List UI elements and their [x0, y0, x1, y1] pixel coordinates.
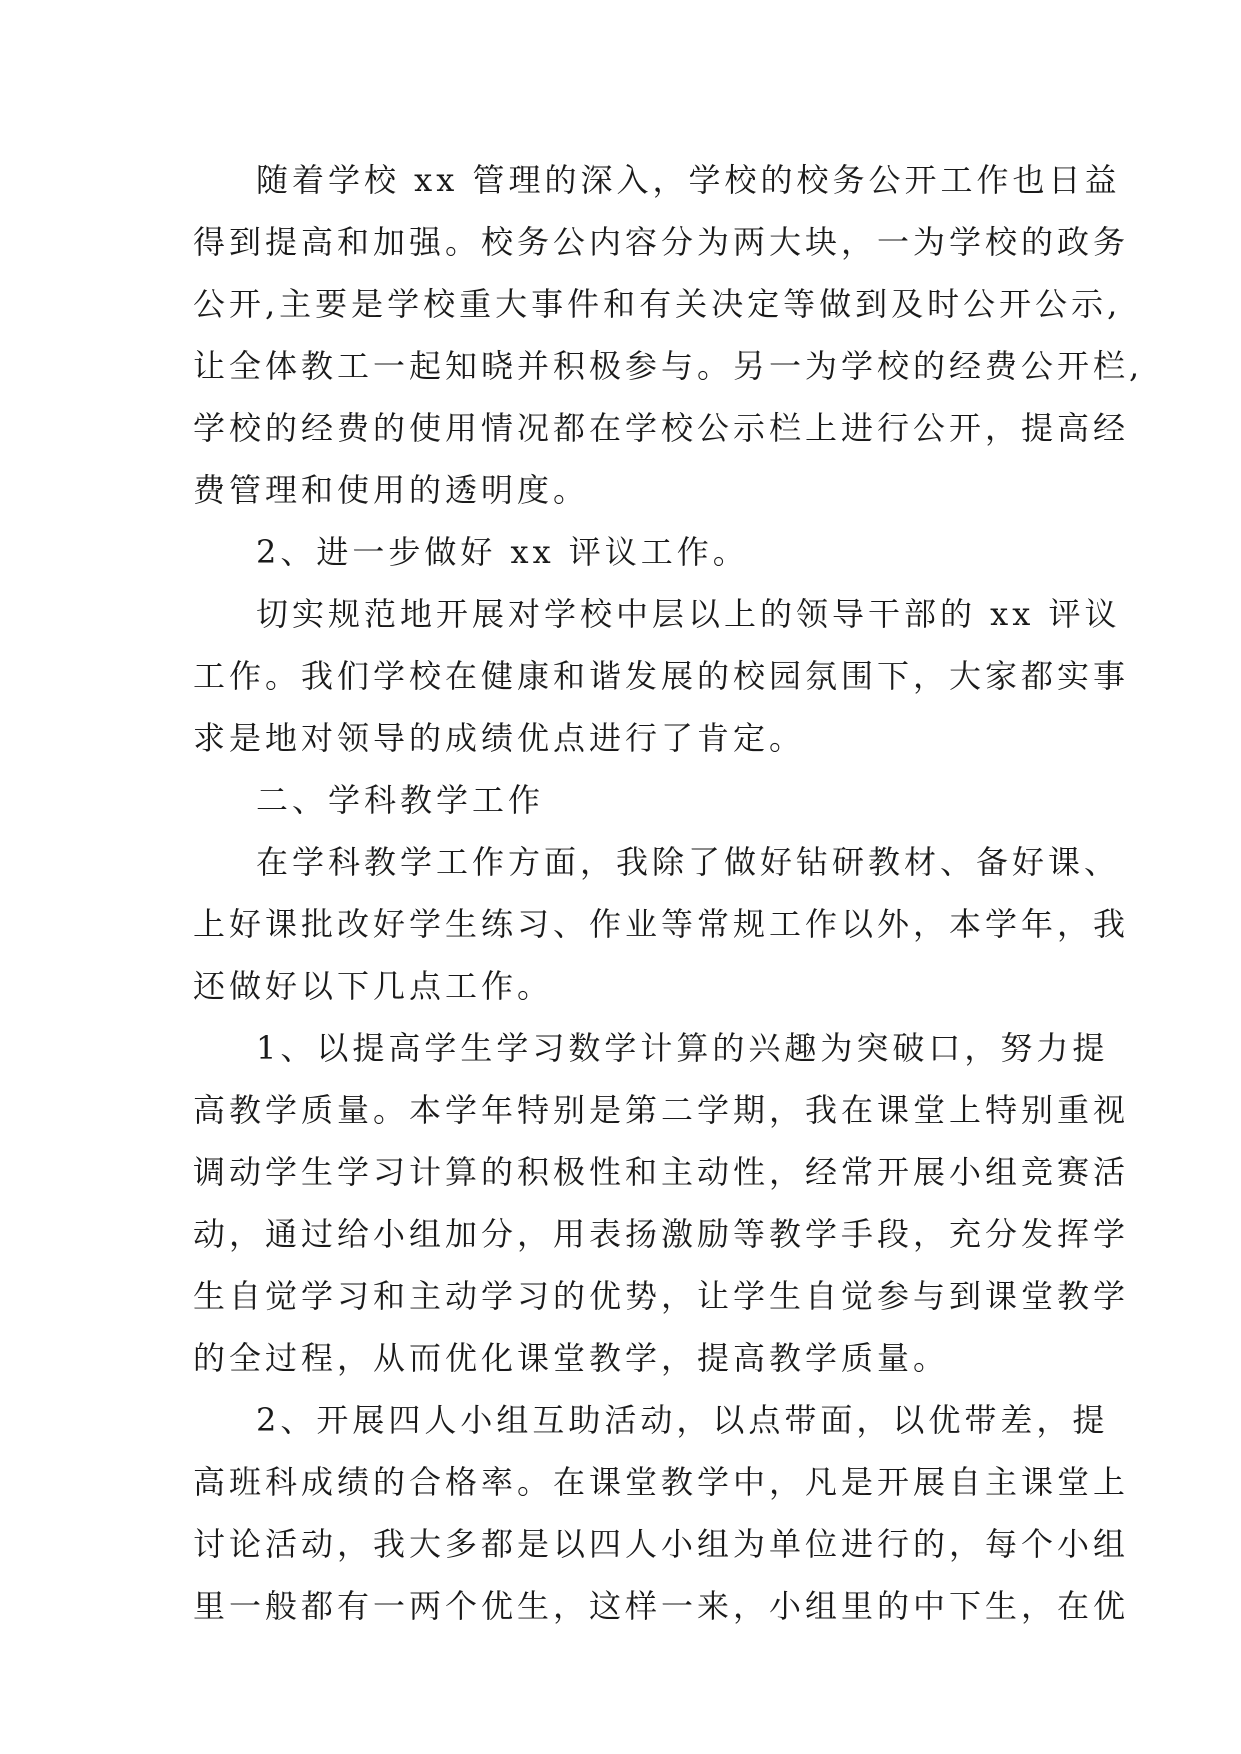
text-line: 生自觉学习和主动学习的优势，让学生自觉参与到课堂教学: [193, 1277, 1130, 1315]
text-line: 高教学质量。本学年特别是第二学期，我在课堂上特别重视: [193, 1091, 1130, 1129]
text-line: 2、开展四人小组互助活动，以点带面，以优带差，提: [256, 1401, 1109, 1439]
text-line: 让全体教工一起知晓并积极参与。另一为学校的经费公开栏,: [193, 347, 1144, 385]
text-line: 学校的经费的使用情况都在学校公示栏上进行公开，提高经: [193, 409, 1130, 447]
text-line: 费管理和使用的透明度。: [193, 471, 590, 509]
text-line: 切实规范地开展对学校中层以上的领导干部的 xx 评议: [256, 595, 1121, 633]
section-heading: 2、进一步做好 xx 评议工作。: [256, 533, 749, 571]
text-line: 随着学校 xx 管理的深入，学校的校务公开工作也日益: [256, 161, 1121, 199]
text-line: 工作。我们学校在健康和谐发展的校园氛围下，大家都实事: [193, 657, 1130, 695]
text-line: 在学科教学工作方面，我除了做好钻研教材、备好课、: [256, 843, 1121, 881]
text-line: 高班科成绩的合格率。在课堂教学中，凡是开展自主课堂上: [193, 1463, 1130, 1501]
text-line: 里一般都有一两个优生，这样一来，小组里的中下生，在优: [193, 1587, 1130, 1625]
text-line: 1、以提高学生学习数学计算的兴趣为突破口，努力提: [256, 1029, 1109, 1067]
text-line: 公开,主要是学校重大事件和有关决定等做到及时公开公示,: [193, 285, 1122, 323]
section-heading: 二、学科教学工作: [256, 781, 545, 819]
text-line: 讨论活动，我大多都是以四人小组为单位进行的，每个小组: [193, 1525, 1130, 1563]
text-line: 得到提高和加强。校务公内容分为两大块，一为学校的政务: [193, 223, 1130, 261]
text-line: 求是地对领导的成绩优点进行了肯定。: [193, 719, 806, 757]
text-line: 动，通过给小组加分，用表扬激励等教学手段，充分发挥学: [193, 1215, 1130, 1253]
text-line: 的全过程，从而优化课堂教学，提高教学质量。: [193, 1339, 950, 1377]
text-line: 上好课批改好学生练习、作业等常规工作以外，本学年，我: [193, 905, 1130, 943]
text-line: 调动学生学习计算的积极性和主动性，经常开展小组竞赛活: [193, 1153, 1130, 1191]
text-line: 还做好以下几点工作。: [193, 967, 554, 1005]
